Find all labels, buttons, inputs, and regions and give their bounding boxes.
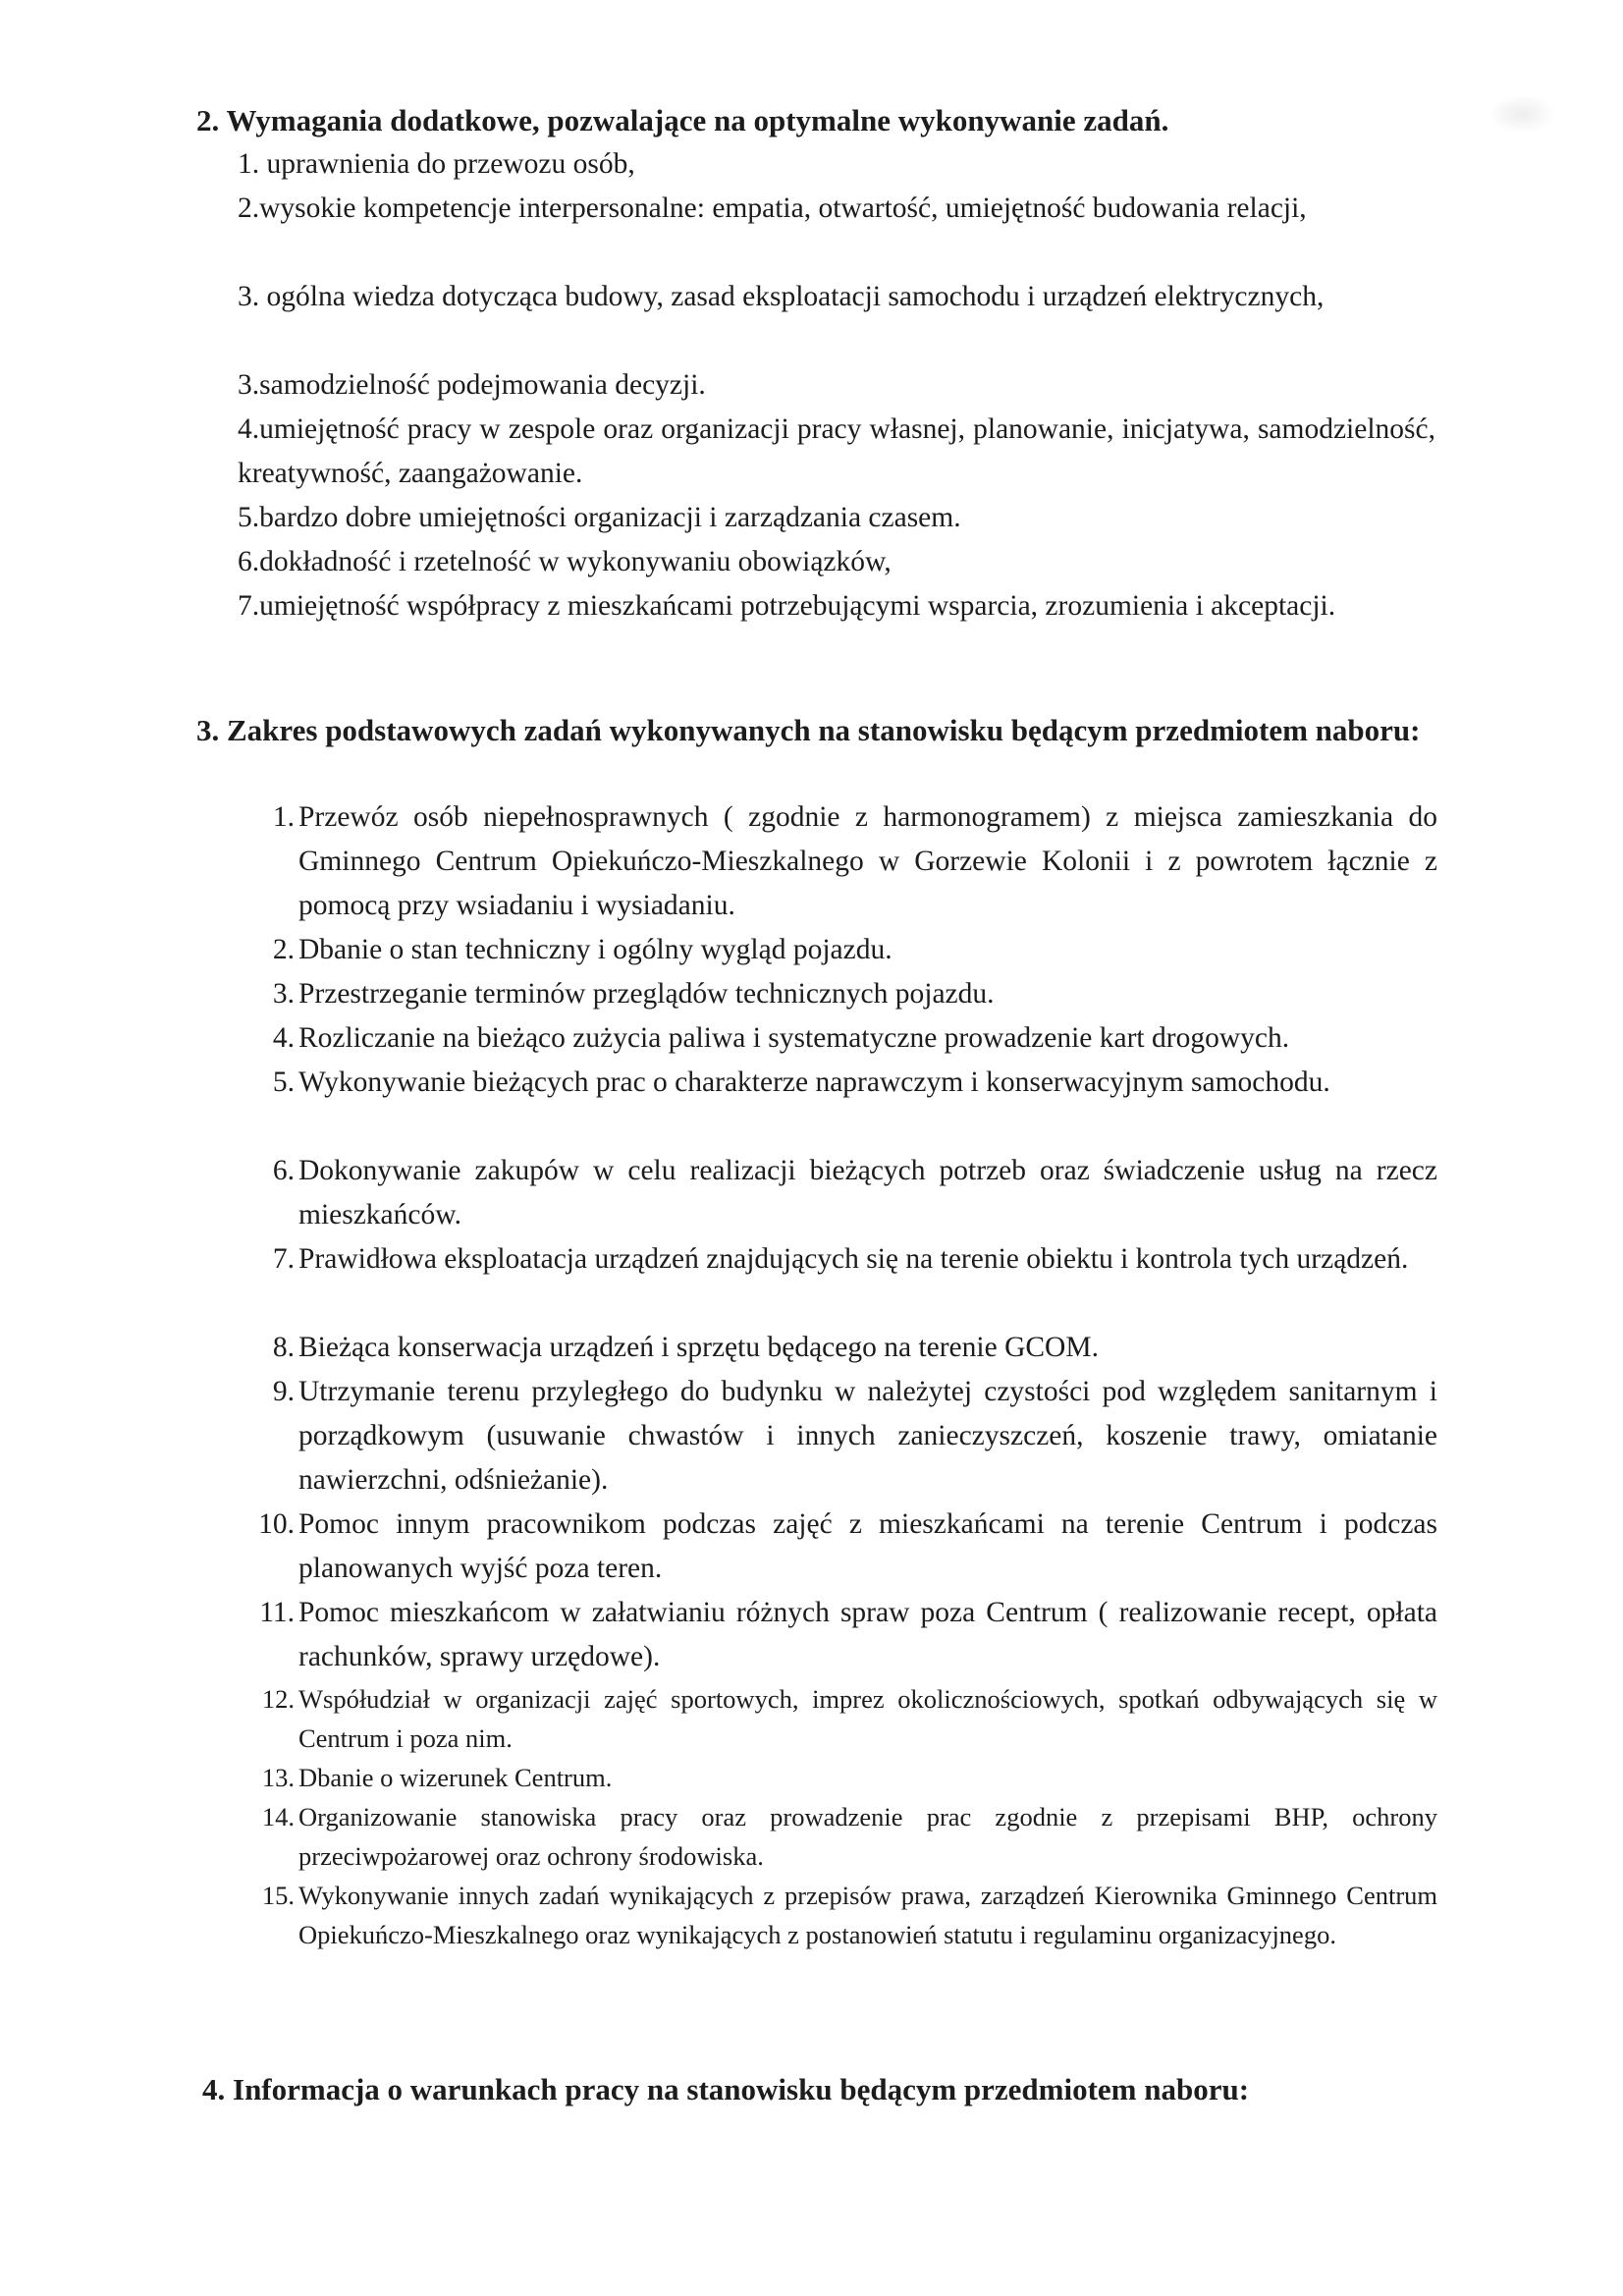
task-text: Pomoc innym pracownikom podczas zajęć z mieszkańcami na terenie Centrum i podczas planowanych wyjść poza teren. <box>298 1508 1437 1584</box>
task-text: Rozliczanie na bieżąco zużycia paliwa i systematyczne prowadzenie kart drogowych. <box>298 1022 1290 1054</box>
task-number: 12. <box>261 1684 295 1714</box>
requirement-item: 2.wysokie kompetencje interpersonalne: empatia, otwartość, umiejętność budowania relacji, <box>238 192 1307 224</box>
task-text: Pomoc mieszkańcom w załatwianiu różnych spraw poza Centrum ( realizowanie recept, opłata rachunków, sprawy urzędowe). <box>298 1597 1437 1672</box>
task-text: Przewóz osób niepełnosprawnych ( zgodnie z harmonogramem) z miejsca zamieszkania do Gminnego Centrum Opiekuńczo-Mieszkalnego w Gorzewie Kolonii i z powrotem łącznie z pomocą przy wsiadaniu i wysiadaniu. <box>298 801 1437 921</box>
task-text: Dbanie o stan techniczny i ogólny wygląd pojazdu. <box>298 934 893 965</box>
task-item <box>234 1149 1437 1237</box>
task-number: 1. <box>272 801 295 833</box>
task-item <box>234 1061 1437 1105</box>
task-number: 3. <box>272 978 295 1010</box>
section-4-heading: 4. Informacja o warunkach pracy na stanowisku będącym przedmiotem naboru: <box>202 2072 1250 2106</box>
task-number: 8. <box>272 1332 295 1363</box>
task-number: 6. <box>272 1155 295 1186</box>
requirement-item: 6.dokładność i rzetelność w wykonywaniu obowiązków, <box>238 546 892 577</box>
requirement-item: 7.umiejętność współpracy z mieszkańcami potrzebującymi wsparcia, zrozumienia i akceptacji. <box>238 590 1336 622</box>
task-text: Wykonywanie innych zadań wynikających z przepisów prawa, zarządzeń Kierownika Gminnego Centrum Opiekuńczo-Mieszkalnego oraz wynikających z postanowień statutu i regulaminu organizacyjnego. <box>298 1881 1437 1949</box>
task-number: 4. <box>272 1022 295 1054</box>
task-number: 11. <box>259 1597 295 1628</box>
task-number: 13. <box>261 1763 295 1792</box>
task-item <box>234 1237 1437 1282</box>
task-item <box>234 1591 1437 1679</box>
section-2-heading: 2. Wymagania dodatkowe, pozwalające na optymalne wykonywanie zadań. <box>196 103 1169 137</box>
task-number: 5. <box>272 1066 295 1098</box>
task-item <box>234 1503 1437 1591</box>
task-number: 15. <box>261 1881 295 1910</box>
task-item <box>234 1016 1437 1061</box>
task-item <box>234 1758 1437 1797</box>
requirement-item: 3.samodzielność podejmowania decyzji. <box>238 369 706 401</box>
task-number: 7. <box>272 1243 295 1275</box>
task-item <box>234 1679 1437 1758</box>
task-text: Dbanie o wizerunek Centrum. <box>298 1763 613 1792</box>
task-text: Współudział w organizacji zajęć sportowych, imprez okolicznościowych, spotkań odbywających się w Centrum i poza nim. <box>298 1684 1437 1753</box>
task-text: Bieżąca konserwacja urządzeń i sprzętu będącego na terenie GCOM. <box>298 1332 1099 1363</box>
scan-artifact <box>1488 94 1556 134</box>
task-text: Organizowanie stanowiska pracy oraz prowadzenie prac zgodnie z przepisami BHP, ochrony przeciwpożarowej oraz ochrony środowiska. <box>298 1802 1437 1871</box>
task-item <box>234 928 1437 972</box>
task-item <box>234 972 1437 1016</box>
task-text: Dokonywanie zakupów w celu realizacji bieżących potrzeb oraz świadczenie usług na rzecz mieszkańców. <box>298 1155 1437 1230</box>
task-text: Utrzymanie terenu przyległego do budynku w należytej czystości pod względem sanitarnym i porządkowym (usuwanie chwastów i innych zanieczyszczeń, koszenie trawy, omiatanie nawierzchni, odśnieżanie). <box>298 1376 1437 1496</box>
task-text: Wykonywanie bieżących prac o charakterze naprawczym i konserwacyjnym samochodu. <box>298 1066 1330 1098</box>
requirement-item: 4.umiejętność pracy w zespole oraz organizacji pracy własnej, planowanie, inicjatywa, samodzielność, kreatywność, zaangażowanie. <box>238 413 1435 489</box>
task-number: 2. <box>272 934 295 965</box>
task-item <box>234 1797 1437 1876</box>
requirement-item: 5.bardzo dobre umiejętności organizacji i zarządzania czasem. <box>238 502 961 533</box>
task-number: 10. <box>258 1508 295 1540</box>
requirement-item: 3. ogólna wiedza dotycząca budowy, zasad eksploatacji samochodu i urządzeń elektrycznych, <box>238 281 1325 312</box>
task-item <box>234 795 1437 928</box>
task-item <box>234 1326 1437 1370</box>
task-text: Prawidłowa eksploatacja urządzeń znajdujących się na terenie obiektu i kontrola tych urządzeń. <box>298 1243 1409 1275</box>
task-number: 9. <box>272 1376 295 1407</box>
task-number: 14. <box>261 1802 295 1831</box>
task-item <box>234 1370 1437 1503</box>
task-text: Przestrzeganie terminów przeglądów technicznych pojazdu. <box>298 978 995 1010</box>
task-item <box>234 1876 1437 1954</box>
requirement-item: 1. uprawnienia do przewozu osób, <box>238 148 635 180</box>
section-3-heading: 3. Zakres podstawowych zadań wykonywanych na stanowisku będącym przedmiotem naboru: <box>196 713 1421 747</box>
